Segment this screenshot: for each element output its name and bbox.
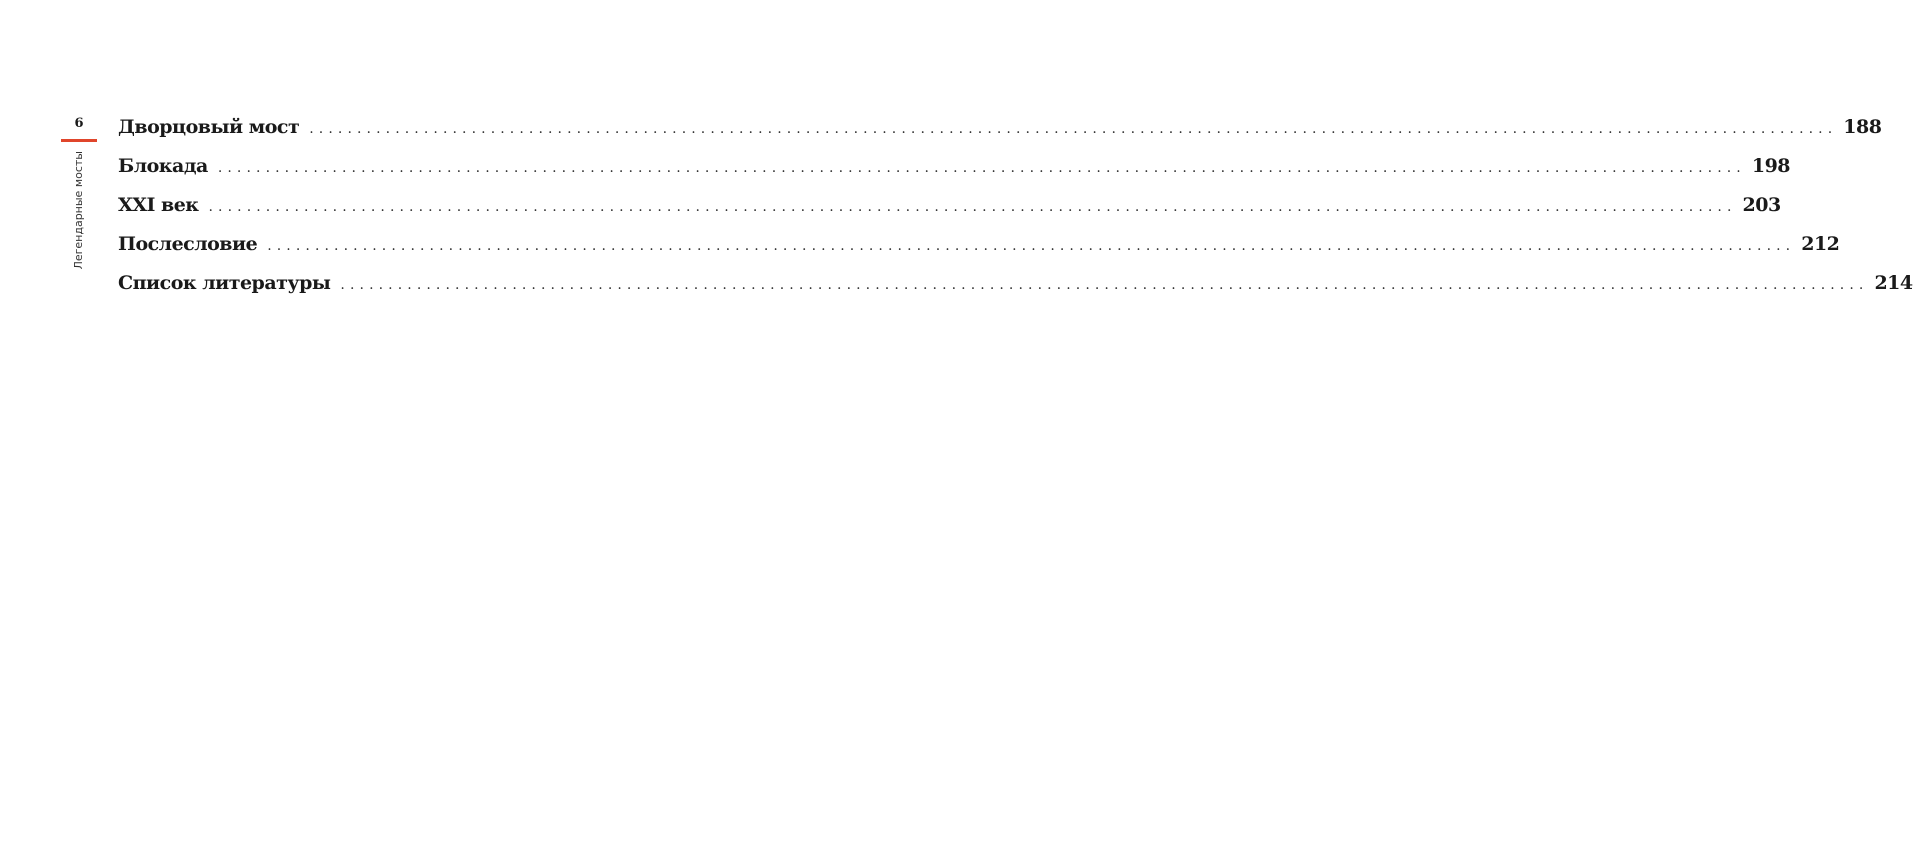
table-of-contents — [118, 114, 1913, 309]
toc-dot-leader: ................................................................................................................................................................ — [267, 238, 1796, 254]
toc-entry-page: 212 — [1801, 233, 1840, 255]
toc-entry-page: 188 — [1843, 116, 1882, 138]
toc-entry[interactable] — [118, 270, 1913, 309]
page-number: 6 — [74, 116, 84, 131]
toc-entry-title: Список литературы — [118, 272, 331, 294]
toc-entry-title: Блокада — [118, 155, 208, 177]
toc-entry-title: Послесловие — [118, 233, 258, 255]
toc-dot-leader: ................................................................................................................................................................ — [340, 277, 1869, 293]
toc-entry[interactable] — [118, 153, 1791, 192]
toc-entry[interactable] — [118, 192, 1781, 231]
toc-dot-leader: ................................................................................................................................................................ — [208, 199, 1737, 215]
page-number-accent-rule — [61, 139, 97, 142]
toc-dot-leader: ................................................................................................................................................................ — [217, 160, 1746, 176]
toc-entry-page: 198 — [1751, 155, 1791, 177]
toc-entry-page: 203 — [1742, 194, 1781, 216]
toc-entry-page: 214 — [1874, 272, 1913, 294]
running-title: Легендарные мосты — [72, 151, 85, 270]
toc-entry-title: XXI век — [118, 194, 199, 216]
toc-entry-title: Дворцовый мост — [118, 116, 300, 138]
toc-entry[interactable] — [118, 231, 1840, 270]
toc-dot-leader: ................................................................................................................................................................ — [309, 121, 1838, 137]
toc-entry[interactable] — [118, 114, 1882, 153]
